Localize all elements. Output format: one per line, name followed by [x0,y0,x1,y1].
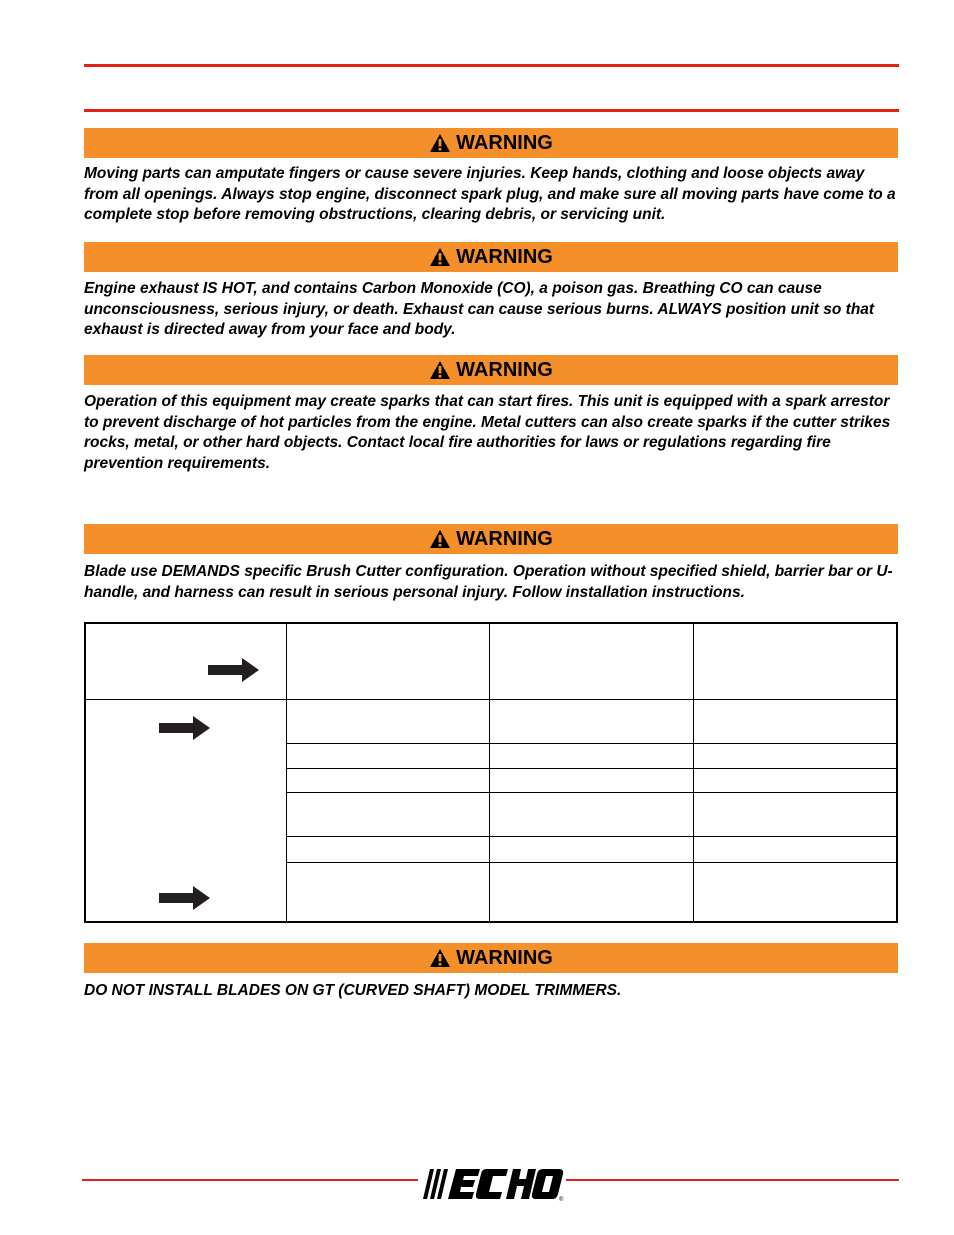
registered-mark: ® [559,1197,564,1202]
table-border-left [84,622,86,923]
warning-text: Engine exhaust IS HOT, and contains Carbon Monoxide (CO), a poison gas. Breathing CO can cause unconsciousness, serious injury, or death. Exhaust can cause serious burns. ALWAYS position unit so that exhaust is directed away from your face and body. [84,280,875,338]
warning-triangle-icon [429,360,451,380]
warning-banner [84,242,898,272]
warning-text: Blade use DEMANDS specific Brush Cutter configuration. Operation without specified shield, barrier bar or U-handle, and harness can result in serious personal injury. Follow installation instructions. [84,563,893,601]
right-arrow-icon [159,715,211,741]
warning-triangle-icon [429,247,451,267]
table-column-divider [489,622,490,923]
header-rule-top [84,64,899,67]
table-row-divider [286,768,898,769]
header-rule-bottom [84,109,899,112]
table-border-bottom [84,921,898,923]
warning-banner [84,128,898,158]
configuration-table [84,622,898,923]
warning-banner [84,943,898,973]
warning-triangle-icon [429,529,451,549]
table-row-divider [286,743,898,744]
warning-banner [84,524,898,554]
table-row-divider [286,862,898,863]
warning-text: DO NOT INSTALL BLADES ON GT (CURVED SHAFT) MODEL TRIMMERS. [84,982,622,999]
warning-triangle-icon [429,948,451,968]
table-border-top [84,622,898,624]
warning-title: WARNING [456,359,553,381]
warning-text: Operation of this equipment may create sparks that can start fires. This unit is equipped with a spark arrestor to prevent discharge of hot particles from the engine. Metal cutters can also create sparks if the cutter strikes rocks, metal, or other hard objects. Contact local fire authorities for laws or regulations regarding fire prevention requirements. [84,393,891,472]
warning-title: WARNING [456,246,553,268]
warning-triangle-icon [429,133,451,153]
table-column-divider [286,622,287,923]
table-column-divider [693,622,694,923]
table-row-divider [84,699,898,700]
warning-title: WARNING [456,132,553,154]
warning-title: WARNING [456,528,553,550]
table-row-divider [286,792,898,793]
warning-title: WARNING [456,947,553,969]
footer-rule-left [82,1179,418,1181]
echo-logo-icon [420,1166,565,1202]
right-arrow-icon [159,885,211,911]
footer-rule-right [566,1179,899,1181]
table-border-right [896,622,898,923]
right-arrow-icon [208,657,260,683]
warning-banner [84,355,898,385]
warning-text: Moving parts can amputate fingers or cause severe injuries. Keep hands, clothing and loose objects away from all openings. Always stop engine, disconnect spark plug, and make sure all moving parts have come to a complete stop before removing obstructions, clearing debris, or servicing unit. [84,165,896,223]
table-row-divider [286,836,898,837]
